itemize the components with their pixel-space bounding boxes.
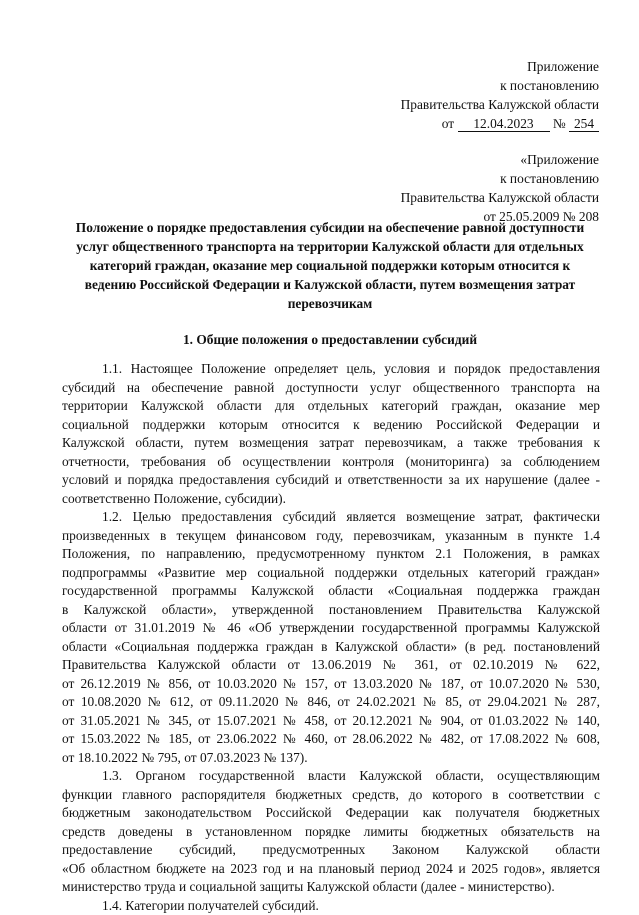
appendix-line: Правительства Калужской области	[401, 95, 599, 114]
paragraph-line: Калужской области, путем возмещения затрат перевозчикам, а также требования к	[62, 434, 600, 453]
paragraph-line: от 10.08.2020 № 612, от 09.11.2020 № 846, от 24.02.2021 № 85, от 29.04.2021 № 287,	[62, 693, 600, 712]
appendix-header-current	[401, 57, 599, 133]
appendix-line: Приложение	[401, 57, 599, 76]
paragraph-2	[62, 508, 600, 767]
appendix-date-line	[401, 114, 599, 133]
paragraph-line: от 26.12.2019 № 856, от 10.03.2020 № 157, от 13.03.2020 № 187, от 10.07.2020 № 530,	[62, 675, 600, 694]
title-line: категорий граждан, оказание мер социальной поддержки которым относится к	[60, 256, 600, 275]
paragraph-line: отчетности, требования об осуществлении контроля (мониторинга) за соблюдением	[62, 453, 600, 472]
paragraph-line: подпрограммы «Развитие мер социальной поддержки отдельных категорий граждан»	[62, 564, 600, 583]
paragraph-line: в Калужской области», утвержденной постановлением Правительства Калужской	[62, 601, 600, 620]
paragraph-line: бюджетным законодательством Российской Федерации как получателя бюджетных	[62, 804, 600, 823]
paragraph-line: государственной программы Калужской области «Социальная поддержка граждан	[62, 582, 600, 601]
appendix-line: «Приложение	[401, 150, 599, 169]
paragraph-line: функции главного распорядителя бюджетных средств, до которого в соответствии с	[62, 786, 600, 805]
paragraph-line: территории Калужской области для отдельных категорий граждан, оказание мер	[62, 397, 600, 416]
paragraph-line: социальной поддержки которым относится к ведению Российской Федерации и	[62, 416, 600, 435]
title-line: услуг общественного транспорта на территории Калужской области для отдельных	[60, 237, 600, 256]
appendix-line: Правительства Калужской области	[401, 188, 599, 207]
title-line: перевозчикам	[60, 294, 600, 313]
paragraph-line: Правительства Калужской области от 13.06.2019 № 361, от 02.10.2019 № 622,	[62, 656, 600, 675]
appendix-line: от 25.05.2009 № 208	[401, 207, 599, 226]
paragraph-line: соответственно Положение, субсидии).	[62, 490, 600, 509]
title-line: Положение о порядке предоставления субсидии на обеспечение равной доступности	[60, 218, 600, 237]
paragraph-4	[62, 897, 600, 915]
paragraph-3	[62, 767, 600, 897]
paragraph-line: 1.1. Настоящее Положение определяет цель, условия и порядок предоставления	[62, 360, 600, 379]
paragraph-line: 1.4. Категории получателей субсидий.	[62, 897, 600, 915]
appendix-header-original	[401, 150, 599, 226]
paragraph-line: предоставление субсидий, предусмотренных Законом Калужской области	[62, 841, 600, 860]
appendix-line: к постановлению	[401, 76, 599, 95]
resolution-date: 12.04.2023	[458, 116, 550, 132]
resolution-number: 254	[569, 116, 599, 132]
paragraph-line: произведенных в текущем финансовом году, перевозчикам, указанным в пункте 1.4	[62, 527, 600, 546]
section-heading: 1. Общие положения о предоставлении субсидий	[60, 330, 600, 349]
paragraph-line: Положения, по направлению, предусмотренному пунктом 2.1 Положения, в рамках	[62, 545, 600, 564]
paragraph-line: от 15.03.2022 № 185, от 23.06.2022 № 460, от 28.06.2022 № 482, от 17.08.2022 № 608,	[62, 730, 600, 749]
paragraph-line: субсидий на обеспечение равной доступности услуг общественного транспорта на	[62, 379, 600, 398]
paragraph-line: министерство труда и социальной защиты Калужской области (далее - министерство).	[62, 878, 600, 897]
paragraph-line: от 31.05.2021 № 345, от 15.07.2021 № 458, от 20.12.2021 № 904, от 01.03.2022 № 140,	[62, 712, 600, 731]
date-prefix: от	[442, 116, 454, 131]
title-line: ведению Российской Федерации и Калужской области, путем возмещения затрат	[60, 275, 600, 294]
document-body	[62, 360, 600, 915]
paragraph-line: «Об областном бюджете на 2023 год и на плановый период 2024 и 2025 годов», является	[62, 860, 600, 879]
number-prefix: №	[553, 116, 566, 131]
paragraph-line: 1.2. Целью предоставления субсидий является возмещение затрат, фактически	[62, 508, 600, 527]
paragraph-line: от 18.10.2022 № 795, от 07.03.2023 № 137).	[62, 749, 600, 768]
document-title	[60, 218, 600, 313]
paragraph-line: 1.3. Органом государственной власти Калужской области, осуществляющим	[62, 767, 600, 786]
paragraph-1	[62, 360, 600, 508]
paragraph-line: области от 31.01.2019 № 46 «Об утверждении государственной программы Калужской	[62, 619, 600, 638]
paragraph-line: средств доведены в установленном порядке лимиты бюджетных обязательств на	[62, 823, 600, 842]
appendix-line: к постановлению	[401, 169, 599, 188]
paragraph-line: области «Социальная поддержка граждан в Калужской области» (в ред. постановлений	[62, 638, 600, 657]
paragraph-line: условий и порядка предоставления субсидий и ответственности за их нарушение (далее -	[62, 471, 600, 490]
